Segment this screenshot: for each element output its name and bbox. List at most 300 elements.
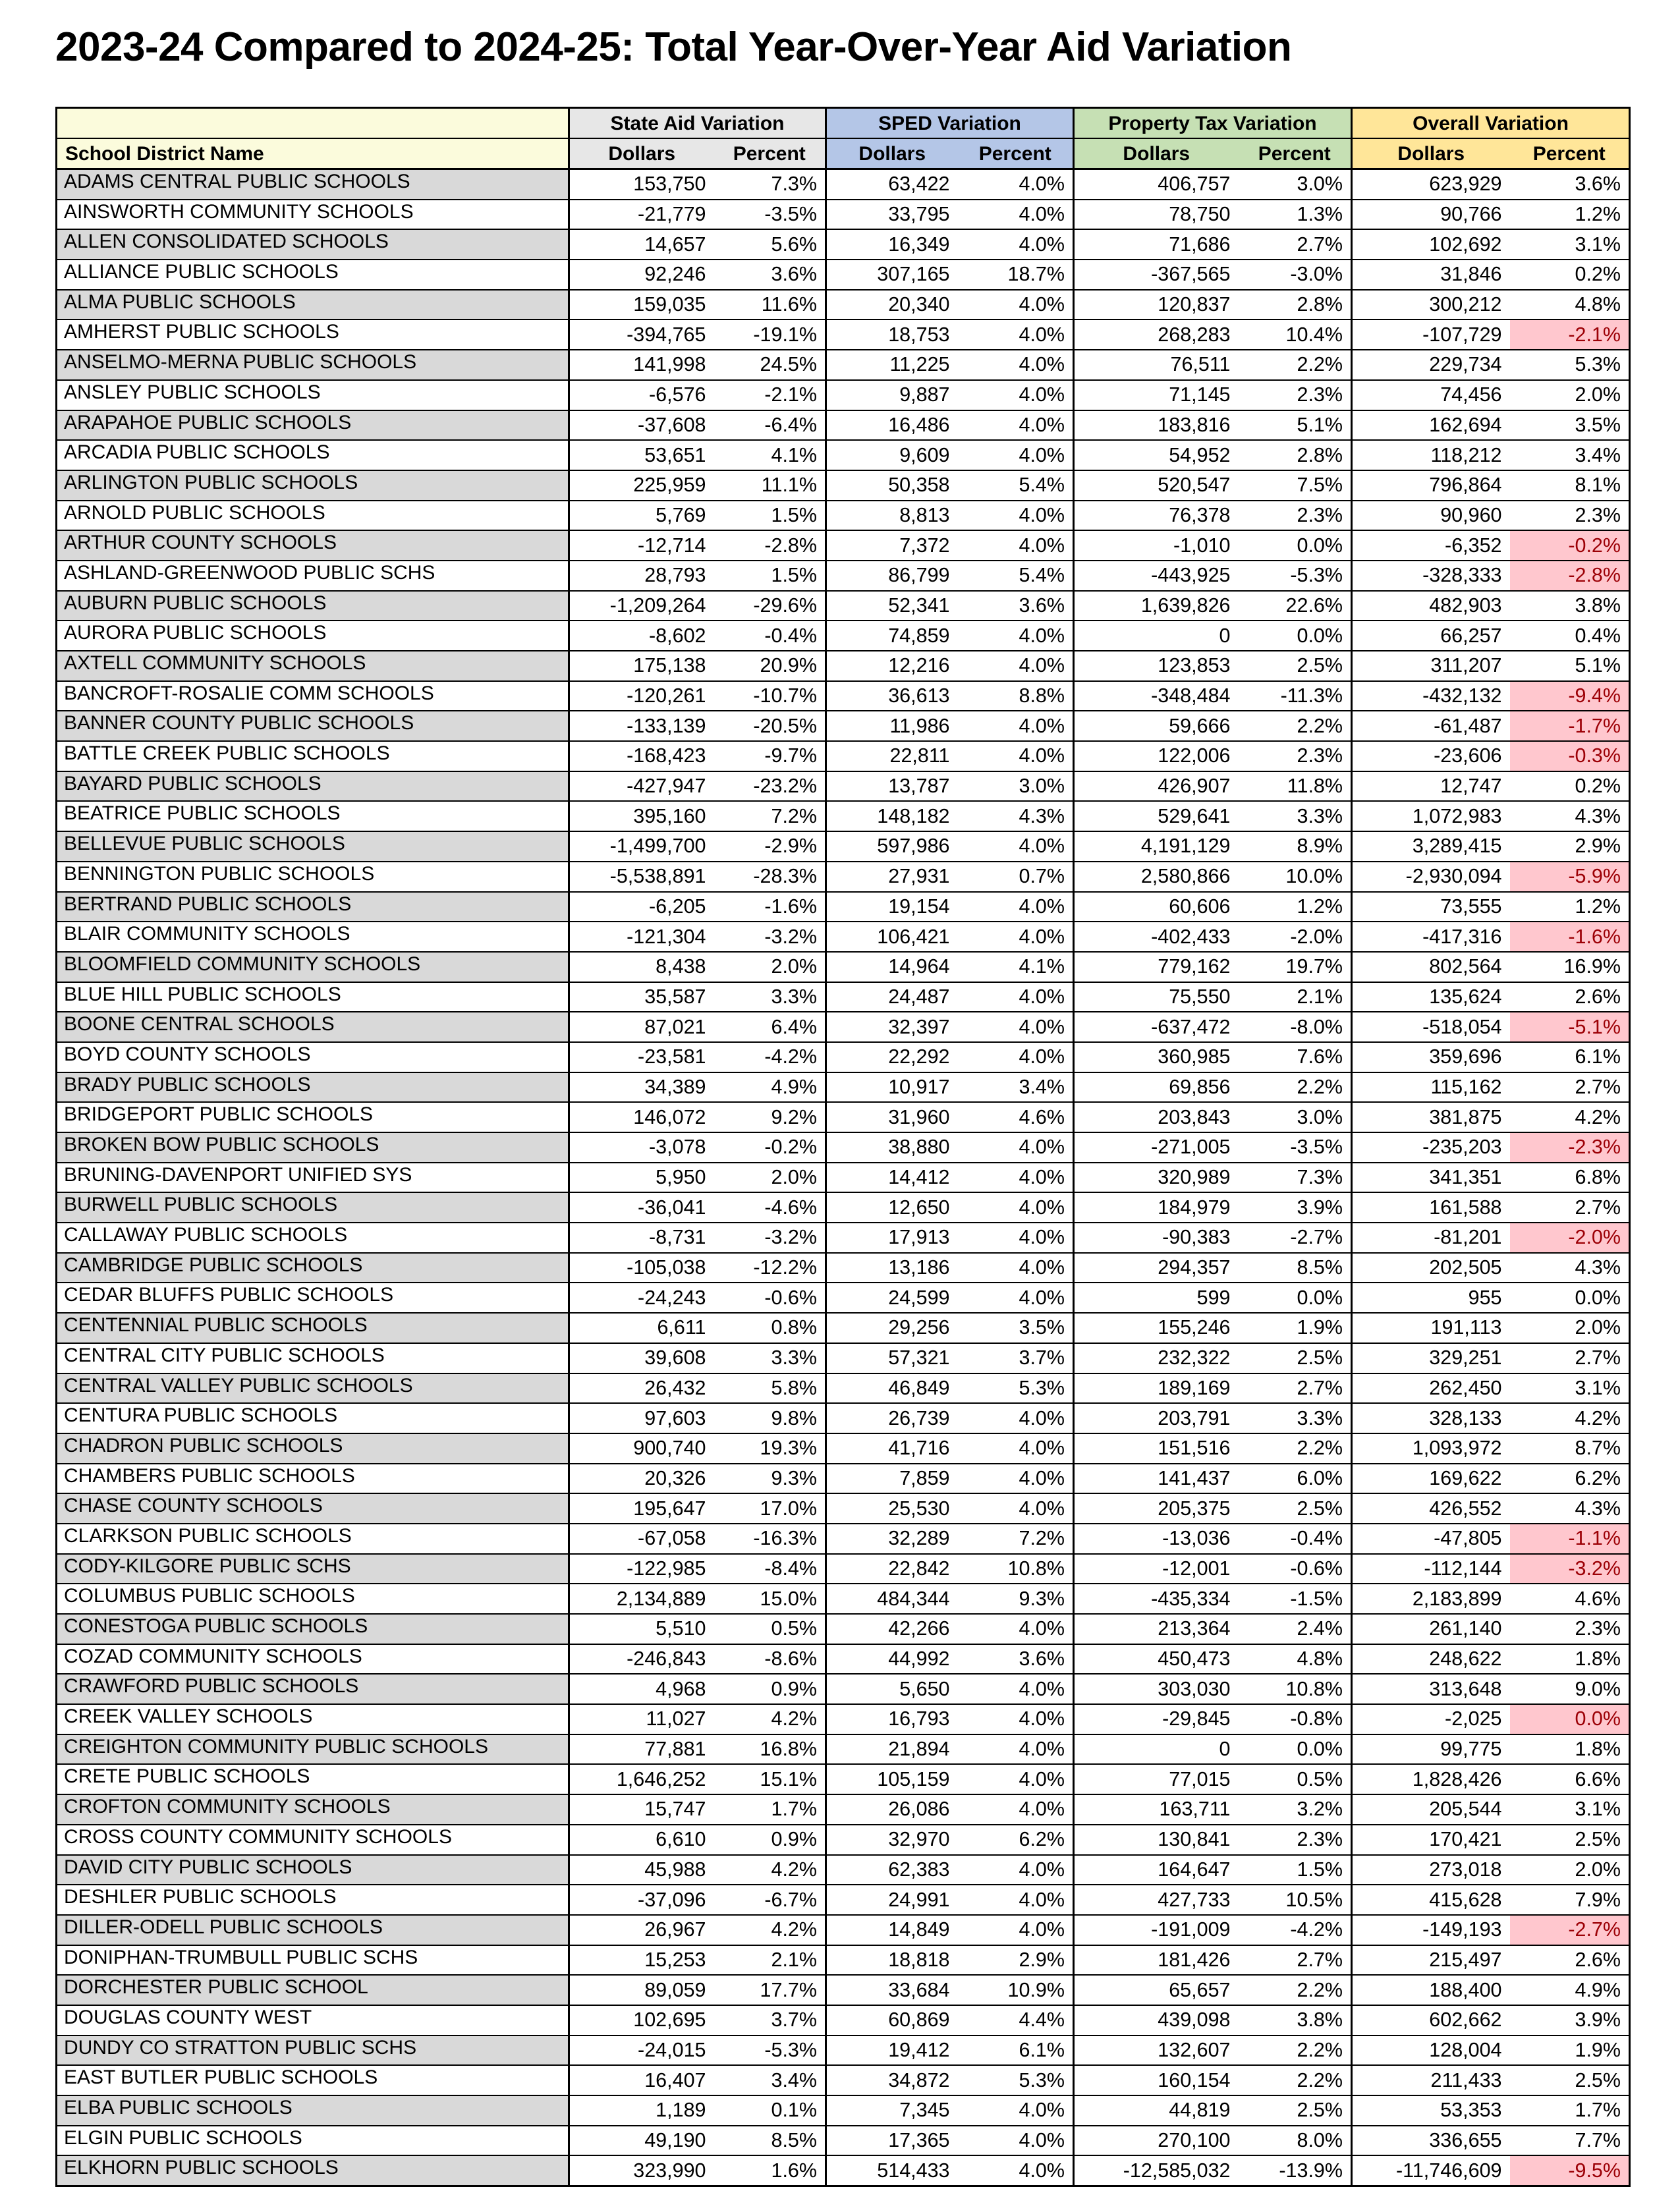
overall-percent: 2.5% <box>1510 1825 1630 1855</box>
sped-dollars: 44,992 <box>888 1647 950 1671</box>
sped-dollars: 148,182 <box>877 804 950 827</box>
state-aid-percent: 3.3% <box>714 1343 826 1373</box>
state-aid-percent: 6.4% <box>714 1012 826 1042</box>
sped-percent: 4.0% <box>958 1493 1074 1524</box>
state-aid-dollars: 225,959 <box>633 474 706 497</box>
district-name: BEATRICE PUBLIC SCHOOLS <box>57 801 569 831</box>
overall-percent: 5.1% <box>1510 651 1630 681</box>
overall-percent: 2.7% <box>1510 1192 1630 1223</box>
table-row <box>57 1885 1630 1915</box>
state-aid-dollars: 153,750 <box>633 173 706 196</box>
header-blank <box>57 108 569 139</box>
overall-percent: -2.1% <box>1510 319 1630 350</box>
sped-percent: 4.0% <box>958 380 1074 410</box>
sped-dollars: 63,422 <box>888 173 950 196</box>
header-district-name: School District Name <box>57 138 569 169</box>
overall-percent: 2.0% <box>1510 1313 1630 1343</box>
overall-percent: 1.2% <box>1510 200 1630 230</box>
property-tax-dollars: 203,791 <box>1158 1406 1231 1429</box>
table-row <box>57 801 1630 831</box>
state-aid-percent: 1.5% <box>714 561 826 591</box>
overall-dollars: 2,183,899 <box>1412 1587 1502 1610</box>
overall-percent: 2.6% <box>1510 982 1630 1012</box>
state-aid-dollars: 4,968 <box>656 1677 706 1700</box>
sped-percent: 4.0% <box>958 1012 1074 1042</box>
overall-percent: 1.9% <box>1510 2035 1630 2066</box>
district-name: ARAPAHOE PUBLIC SCHOOLS <box>57 410 569 441</box>
overall-percent: 3.8% <box>1510 591 1630 621</box>
sped-dollars: 57,321 <box>888 1346 950 1370</box>
overall-percent: 6.6% <box>1510 1764 1630 1794</box>
overall-dollars: 1,072,983 <box>1412 804 1502 827</box>
table-row <box>57 1283 1630 1313</box>
table-row <box>57 982 1630 1012</box>
property-tax-dollars: -271,005 <box>1151 1136 1231 1159</box>
state-aid-dollars: 39,608 <box>644 1346 706 1370</box>
table-row <box>57 922 1630 952</box>
overall-percent: 1.7% <box>1510 2095 1630 2126</box>
sped-dollars: 46,849 <box>888 1376 950 1399</box>
state-aid-percent: -6.4% <box>714 410 826 441</box>
state-aid-dollars: 5,950 <box>656 1166 706 1189</box>
table-row <box>57 1042 1630 1072</box>
district-name: BRIDGEPORT PUBLIC SCHOOLS <box>57 1102 569 1132</box>
overall-dollars: 3,289,415 <box>1412 835 1502 858</box>
property-tax-dollars: 529,641 <box>1158 804 1231 827</box>
state-aid-dollars: 15,747 <box>644 1798 706 1821</box>
overall-dollars: 1,093,972 <box>1412 1437 1502 1460</box>
state-aid-percent: 5.8% <box>714 1373 826 1404</box>
property-tax-percent: -3.0% <box>1239 260 1352 290</box>
sped-dollars: 16,486 <box>888 413 950 436</box>
property-tax-percent: 2.2% <box>1239 350 1352 380</box>
table-row <box>57 1223 1630 1253</box>
overall-percent: 3.9% <box>1510 2005 1630 2035</box>
header-sped: SPED Variation <box>826 108 1074 139</box>
property-tax-percent: 10.0% <box>1239 862 1352 892</box>
table-row <box>57 501 1630 531</box>
overall-percent: -2.7% <box>1510 1915 1630 1945</box>
property-tax-dollars: 123,853 <box>1158 654 1231 677</box>
state-aid-dollars: 77,881 <box>644 1738 706 1761</box>
sped-percent: 3.5% <box>958 1313 1074 1343</box>
header-state-percent: Percent <box>714 138 826 169</box>
sped-percent: 7.2% <box>958 1524 1074 1554</box>
state-aid-percent: 9.3% <box>714 1464 826 1494</box>
state-aid-dollars: 11,027 <box>646 1707 706 1730</box>
sped-dollars: 597,986 <box>877 835 950 858</box>
state-aid-percent: -29.6% <box>714 591 826 621</box>
overall-dollars: 202,505 <box>1429 1256 1502 1279</box>
district-name: ADAMS CENTRAL PUBLIC SCHOOLS <box>57 169 569 200</box>
state-aid-dollars: 146,072 <box>633 1105 706 1128</box>
overall-percent: 7.9% <box>1510 1885 1630 1915</box>
sped-dollars: 106,421 <box>877 925 950 948</box>
district-name: COLUMBUS PUBLIC SCHOOLS <box>57 1584 569 1614</box>
overall-dollars: 300,212 <box>1429 293 1502 316</box>
overall-percent: 0.2% <box>1510 260 1630 290</box>
sped-dollars: 32,397 <box>888 1015 950 1038</box>
overall-percent: -3.2% <box>1510 1554 1630 1584</box>
table-row <box>57 319 1630 350</box>
sped-dollars: 17,913 <box>888 1226 950 1249</box>
property-tax-percent: 2.5% <box>1239 651 1352 681</box>
sped-dollars: 11,225 <box>889 353 950 376</box>
sped-percent: 4.1% <box>958 952 1074 982</box>
overall-dollars: 229,734 <box>1429 353 1502 376</box>
sped-dollars: 514,433 <box>877 2159 950 2182</box>
state-aid-dollars: -6,576 <box>649 383 706 406</box>
property-tax-percent: 3.0% <box>1239 1102 1352 1132</box>
sped-dollars: 36,613 <box>888 684 950 707</box>
state-aid-percent: -4.6% <box>714 1192 826 1223</box>
overall-dollars: 623,929 <box>1429 173 1502 196</box>
district-rows <box>57 169 1630 2186</box>
sped-dollars: 14,964 <box>888 955 950 978</box>
table-row <box>57 2095 1630 2126</box>
sped-percent: 4.0% <box>958 1253 1074 1283</box>
state-aid-percent: 4.9% <box>714 1072 826 1103</box>
sped-dollars: 33,795 <box>888 203 950 226</box>
property-tax-dollars: 427,733 <box>1158 1888 1231 1911</box>
district-name: ANSLEY PUBLIC SCHOOLS <box>57 380 569 410</box>
sped-percent: 4.0% <box>958 741 1074 771</box>
district-name: ASHLAND-GREENWOOD PUBLIC SCHS <box>57 561 569 591</box>
table-row <box>57 1102 1630 1132</box>
sped-dollars: 12,650 <box>888 1196 950 1219</box>
property-tax-percent: -0.8% <box>1239 1704 1352 1734</box>
state-aid-dollars: 53,651 <box>644 443 706 466</box>
state-aid-dollars: 45,988 <box>644 1858 706 1881</box>
property-tax-dollars: 76,378 <box>1169 503 1231 526</box>
district-name: CHASE COUNTY SCHOOLS <box>57 1493 569 1524</box>
district-name: CALLAWAY PUBLIC SCHOOLS <box>57 1223 569 1253</box>
sped-percent: 4.0% <box>958 1734 1074 1765</box>
overall-percent: 2.9% <box>1510 831 1630 862</box>
sped-percent: 6.1% <box>958 2035 1074 2066</box>
property-tax-dollars: 0 <box>1219 1738 1231 1761</box>
overall-dollars: -2,025 <box>1445 1707 1502 1730</box>
overall-percent: 6.8% <box>1510 1163 1630 1193</box>
overall-percent: 3.1% <box>1510 1373 1630 1404</box>
table-row <box>57 892 1630 922</box>
overall-dollars: -235,203 <box>1422 1136 1502 1159</box>
property-tax-percent: -0.4% <box>1239 1524 1352 1554</box>
state-aid-percent: 20.9% <box>714 651 826 681</box>
state-aid-dollars: 102,695 <box>633 2008 706 2032</box>
district-name: COZAD COMMUNITY SCHOOLS <box>57 1644 569 1675</box>
state-aid-percent: 3.7% <box>714 2005 826 2035</box>
sped-percent: 4.0% <box>958 1042 1074 1072</box>
property-tax-dollars: 141,437 <box>1158 1466 1231 1489</box>
overall-dollars: -328,333 <box>1422 564 1502 587</box>
state-aid-dollars: 5,510 <box>656 1617 706 1640</box>
table-row <box>57 440 1630 470</box>
property-tax-percent: 3.8% <box>1239 2005 1352 2035</box>
header-overall-percent: Percent <box>1510 138 1630 169</box>
overall-dollars: -107,729 <box>1422 323 1502 346</box>
state-aid-percent: -0.4% <box>714 621 826 651</box>
district-name: AUBURN PUBLIC SCHOOLS <box>57 591 569 621</box>
overall-dollars: 128,004 <box>1429 2038 1502 2061</box>
district-name: CLARKSON PUBLIC SCHOOLS <box>57 1524 569 1554</box>
property-tax-percent: 22.6% <box>1239 591 1352 621</box>
overall-dollars: 115,162 <box>1430 1075 1502 1098</box>
state-aid-dollars: 28,793 <box>644 564 706 587</box>
district-name: AMHERST PUBLIC SCHOOLS <box>57 319 569 350</box>
overall-dollars: 99,775 <box>1440 1738 1502 1761</box>
state-aid-percent: 7.2% <box>714 801 826 831</box>
table-row <box>57 1825 1630 1855</box>
state-aid-percent: 1.7% <box>714 1794 826 1825</box>
overall-percent: 2.5% <box>1510 2065 1630 2095</box>
property-tax-percent: 8.0% <box>1239 2126 1352 2156</box>
table-row <box>57 1464 1630 1494</box>
property-tax-dollars: 303,030 <box>1158 1677 1231 1700</box>
sped-dollars: 22,842 <box>888 1557 950 1580</box>
state-aid-dollars: 97,603 <box>644 1406 706 1429</box>
overall-dollars: 482,903 <box>1429 594 1502 617</box>
property-tax-percent: -2.0% <box>1239 922 1352 952</box>
sped-percent: 4.6% <box>958 1102 1074 1132</box>
state-aid-percent: 4.2% <box>714 1915 826 1945</box>
property-tax-dollars: 520,547 <box>1158 474 1231 497</box>
header-state-dollars: Dollars <box>569 138 714 169</box>
sped-dollars: 9,887 <box>899 383 950 406</box>
district-name: BLUE HILL PUBLIC SCHOOLS <box>57 982 569 1012</box>
state-aid-dollars: -37,096 <box>638 1888 706 1911</box>
property-tax-dollars: 184,979 <box>1158 1196 1231 1219</box>
property-tax-dollars: 164,647 <box>1158 1858 1231 1881</box>
sped-dollars: 24,487 <box>888 985 950 1008</box>
overall-dollars: 191,113 <box>1430 1316 1502 1339</box>
sped-percent: 18.7% <box>958 260 1074 290</box>
state-aid-dollars: 87,021 <box>644 1015 706 1038</box>
table-row <box>57 169 1630 200</box>
table-row <box>57 1493 1630 1524</box>
sped-dollars: 16,349 <box>888 233 950 256</box>
district-name: CRETE PUBLIC SCHOOLS <box>57 1764 569 1794</box>
overall-dollars: 161,588 <box>1429 1196 1502 1219</box>
state-aid-percent: 1.5% <box>714 501 826 531</box>
overall-dollars: 102,692 <box>1429 233 1502 256</box>
sped-dollars: 26,086 <box>888 1798 950 1821</box>
state-aid-percent: -0.2% <box>714 1132 826 1163</box>
district-name: DESHLER PUBLIC SCHOOLS <box>57 1885 569 1915</box>
sped-percent: 2.9% <box>958 1945 1074 1976</box>
sped-percent: 4.0% <box>958 169 1074 200</box>
overall-percent: -2.3% <box>1510 1132 1630 1163</box>
district-name: CREEK VALLEY SCHOOLS <box>57 1704 569 1734</box>
sped-dollars: 307,165 <box>877 263 950 286</box>
district-name: CENTENNIAL PUBLIC SCHOOLS <box>57 1313 569 1343</box>
state-aid-percent: 9.2% <box>714 1102 826 1132</box>
sped-percent: 4.0% <box>958 2155 1074 2186</box>
sped-percent: 4.0% <box>958 1764 1074 1794</box>
property-tax-dollars: 122,006 <box>1158 744 1231 767</box>
sped-percent: 4.0% <box>958 1132 1074 1163</box>
property-tax-dollars: 78,750 <box>1169 203 1231 226</box>
aid-variation-table <box>55 107 1631 2187</box>
state-aid-dollars: 26,967 <box>644 1918 706 1941</box>
district-name: BATTLE CREEK PUBLIC SCHOOLS <box>57 741 569 771</box>
state-aid-percent: 16.8% <box>714 1734 826 1765</box>
state-aid-dollars: -133,139 <box>627 714 706 737</box>
overall-dollars: 170,421 <box>1429 1828 1502 1851</box>
property-tax-percent: 0.0% <box>1239 621 1352 651</box>
property-tax-dollars: 181,426 <box>1158 1948 1231 1971</box>
state-aid-percent: 0.9% <box>714 1825 826 1855</box>
sped-dollars: 42,266 <box>888 1617 950 1640</box>
state-aid-dollars: 35,587 <box>644 985 706 1008</box>
district-name: ELBA PUBLIC SCHOOLS <box>57 2095 569 2126</box>
property-tax-dollars: -13,036 <box>1162 1527 1231 1550</box>
property-tax-dollars: 130,841 <box>1158 1828 1231 1851</box>
table-row <box>57 621 1630 651</box>
property-tax-percent: 0.0% <box>1239 1283 1352 1313</box>
property-tax-percent: 2.4% <box>1239 1614 1352 1644</box>
table-row <box>57 1855 1630 1885</box>
property-tax-percent: 11.8% <box>1239 771 1352 802</box>
state-aid-percent: -1.6% <box>714 892 826 922</box>
property-tax-percent: 2.5% <box>1239 2095 1352 2126</box>
sped-percent: 4.0% <box>958 440 1074 470</box>
sped-percent: 3.0% <box>958 771 1074 802</box>
property-tax-dollars: -12,585,032 <box>1123 2159 1231 2182</box>
overall-dollars: 66,257 <box>1440 624 1502 647</box>
property-tax-percent: 4.8% <box>1239 1644 1352 1675</box>
property-tax-dollars: 59,666 <box>1169 714 1231 737</box>
state-aid-percent: 17.7% <box>714 1975 826 2005</box>
overall-dollars: 311,207 <box>1430 654 1502 677</box>
property-tax-dollars: 360,985 <box>1158 1045 1231 1068</box>
district-name: BLAIR COMMUNITY SCHOOLS <box>57 922 569 952</box>
overall-dollars: 602,662 <box>1429 2008 1502 2032</box>
state-aid-dollars: -23,581 <box>638 1045 706 1068</box>
sped-dollars: 7,372 <box>899 534 950 557</box>
property-tax-dollars: -435,334 <box>1151 1587 1231 1610</box>
property-tax-percent: 0.0% <box>1239 1734 1352 1765</box>
district-name: CROFTON COMMUNITY SCHOOLS <box>57 1794 569 1825</box>
state-aid-dollars: 900,740 <box>633 1437 706 1460</box>
overall-percent: 3.1% <box>1510 229 1630 260</box>
overall-dollars: 162,694 <box>1429 413 1502 436</box>
state-aid-percent: -28.3% <box>714 862 826 892</box>
overall-percent: 2.6% <box>1510 1945 1630 1976</box>
state-aid-dollars: 92,246 <box>644 263 706 286</box>
property-tax-percent: 2.2% <box>1239 1433 1352 1464</box>
property-tax-dollars: -402,433 <box>1151 925 1231 948</box>
header-sped-percent: Percent <box>958 138 1074 169</box>
table-row <box>57 952 1630 982</box>
table-row <box>57 1584 1630 1614</box>
overall-percent: -2.0% <box>1510 1223 1630 1253</box>
property-tax-dollars: 0 <box>1219 624 1231 647</box>
property-tax-percent: 2.3% <box>1239 501 1352 531</box>
state-aid-percent: -3.2% <box>714 1223 826 1253</box>
district-name: BANCROFT-ROSALIE COMM SCHOOLS <box>57 681 569 711</box>
sped-percent: 3.6% <box>958 591 1074 621</box>
sped-percent: 10.8% <box>958 1554 1074 1584</box>
overall-dollars: -432,132 <box>1422 684 1502 707</box>
table-row <box>57 350 1630 380</box>
property-tax-percent: 3.2% <box>1239 1794 1352 1825</box>
sped-dollars: 14,412 <box>888 1166 950 1189</box>
overall-dollars: 381,875 <box>1429 1105 1502 1128</box>
district-name: AINSWORTH COMMUNITY SCHOOLS <box>57 200 569 230</box>
sped-percent: 4.0% <box>958 1403 1074 1433</box>
property-tax-percent: 0.0% <box>1239 530 1352 561</box>
overall-dollars: 328,133 <box>1429 1406 1502 1429</box>
property-tax-percent: -8.0% <box>1239 1012 1352 1042</box>
district-name: CENTRAL CITY PUBLIC SCHOOLS <box>57 1343 569 1373</box>
property-tax-dollars: -29,845 <box>1162 1707 1231 1730</box>
sped-percent: 5.3% <box>958 2065 1074 2095</box>
sped-percent: 5.3% <box>958 1373 1074 1404</box>
overall-dollars: 248,622 <box>1429 1647 1502 1671</box>
property-tax-dollars: -367,565 <box>1151 263 1231 286</box>
state-aid-percent: 0.1% <box>714 2095 826 2126</box>
sped-dollars: 27,931 <box>888 865 950 888</box>
district-name: DORCHESTER PUBLIC SCHOOL <box>57 1975 569 2005</box>
property-tax-percent: 3.9% <box>1239 1192 1352 1223</box>
overall-dollars: 796,864 <box>1429 474 1502 497</box>
table-row <box>57 2035 1630 2066</box>
overall-percent: 4.2% <box>1510 1102 1630 1132</box>
property-tax-dollars: 160,154 <box>1158 2068 1231 2091</box>
overall-percent: 3.1% <box>1510 1794 1630 1825</box>
table-row <box>57 1644 1630 1675</box>
overall-percent: -0.3% <box>1510 741 1630 771</box>
state-aid-dollars: -3,078 <box>649 1136 706 1159</box>
district-name: CRAWFORD PUBLIC SCHOOLS <box>57 1674 569 1704</box>
overall-percent: 0.0% <box>1510 1704 1630 1734</box>
sped-dollars: 21,894 <box>888 1738 950 1761</box>
sped-percent: 8.8% <box>958 681 1074 711</box>
overall-dollars: 336,655 <box>1429 2129 1502 2152</box>
district-name: CHADRON PUBLIC SCHOOLS <box>57 1433 569 1464</box>
district-name: DAVID CITY PUBLIC SCHOOLS <box>57 1855 569 1885</box>
sped-percent: 4.0% <box>958 1163 1074 1193</box>
overall-percent: 8.1% <box>1510 470 1630 501</box>
overall-percent: 4.8% <box>1510 290 1630 320</box>
sped-percent: 10.9% <box>958 1975 1074 2005</box>
overall-dollars: 313,648 <box>1429 1677 1502 1700</box>
state-aid-percent: 3.4% <box>714 2065 826 2095</box>
state-aid-dollars: 26,432 <box>644 1376 706 1399</box>
sped-dollars: 25,530 <box>888 1497 950 1520</box>
state-aid-percent: -9.7% <box>714 741 826 771</box>
table-row <box>57 200 1630 230</box>
property-tax-percent: 2.8% <box>1239 440 1352 470</box>
property-tax-dollars: -191,009 <box>1151 1918 1231 1941</box>
state-aid-percent: -2.1% <box>714 380 826 410</box>
sped-percent: 4.0% <box>958 2095 1074 2126</box>
table-row <box>57 591 1630 621</box>
table-row <box>57 862 1630 892</box>
property-tax-dollars: 44,819 <box>1169 2099 1231 2122</box>
property-tax-percent: 2.3% <box>1239 380 1352 410</box>
district-name: ALMA PUBLIC SCHOOLS <box>57 290 569 320</box>
property-tax-dollars: 151,516 <box>1158 1437 1231 1460</box>
sped-percent: 3.4% <box>958 1072 1074 1103</box>
sped-percent: 4.0% <box>958 982 1074 1012</box>
property-tax-percent: 1.5% <box>1239 1855 1352 1885</box>
property-tax-dollars: 213,364 <box>1158 1617 1231 1640</box>
table-row <box>57 711 1630 741</box>
sped-percent: 0.7% <box>958 862 1074 892</box>
overall-dollars: -11,746,609 <box>1395 2159 1502 2182</box>
